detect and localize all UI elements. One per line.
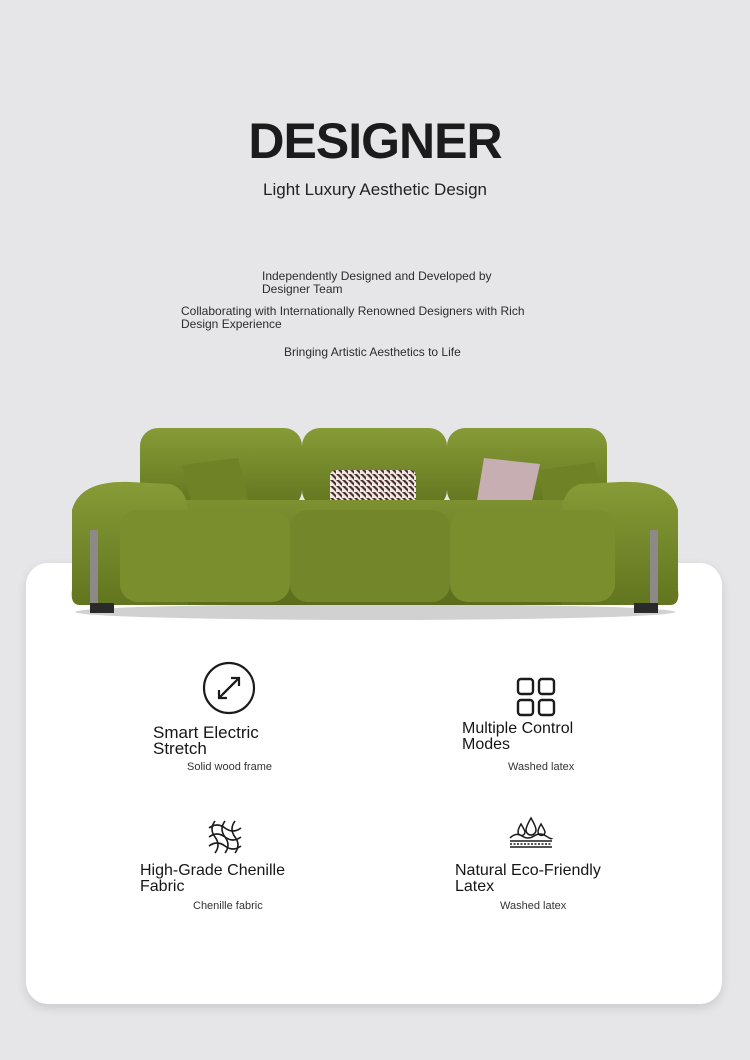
feature-3 <box>140 863 290 895</box>
intro-line-2: Collaborating with Internationally Renowned Designers with Rich Design Experience <box>181 304 525 331</box>
feature-4-subtitle: Washed latex <box>500 900 567 912</box>
feature-2-title: Multiple Control Modes <box>462 720 574 753</box>
feature-1 <box>153 725 303 757</box>
features-card <box>26 563 722 1004</box>
feature-3-subtitle: Chenille fabric <box>193 900 263 912</box>
feature-4 <box>455 863 605 895</box>
feature-4-title: Natural Eco-Friendly Latex <box>455 862 601 895</box>
water-drops-icon <box>508 816 554 850</box>
page-title: DESIGNER <box>248 113 502 169</box>
intro-line-3: Bringing Artistic Aesthetics to Life <box>284 345 461 359</box>
feature-1-subtitle: Solid wood frame <box>187 761 272 773</box>
feature-1-title: Smart Electric Stretch <box>153 723 259 758</box>
grid-squares-icon <box>516 677 556 717</box>
page-subtitle: Light Luxury Aesthetic Design <box>263 180 487 199</box>
intro-line-1: Independently Designed and Developed by Designer Team <box>262 269 492 296</box>
fabric-weave-icon <box>205 818 245 856</box>
circle-arrows-icon <box>201 660 257 716</box>
feature-2 <box>462 721 592 753</box>
feature-3-title: High-Grade Chenille Fabric <box>140 862 285 895</box>
feature-2-subtitle: Washed latex <box>508 761 575 773</box>
sofa-image <box>60 420 690 625</box>
